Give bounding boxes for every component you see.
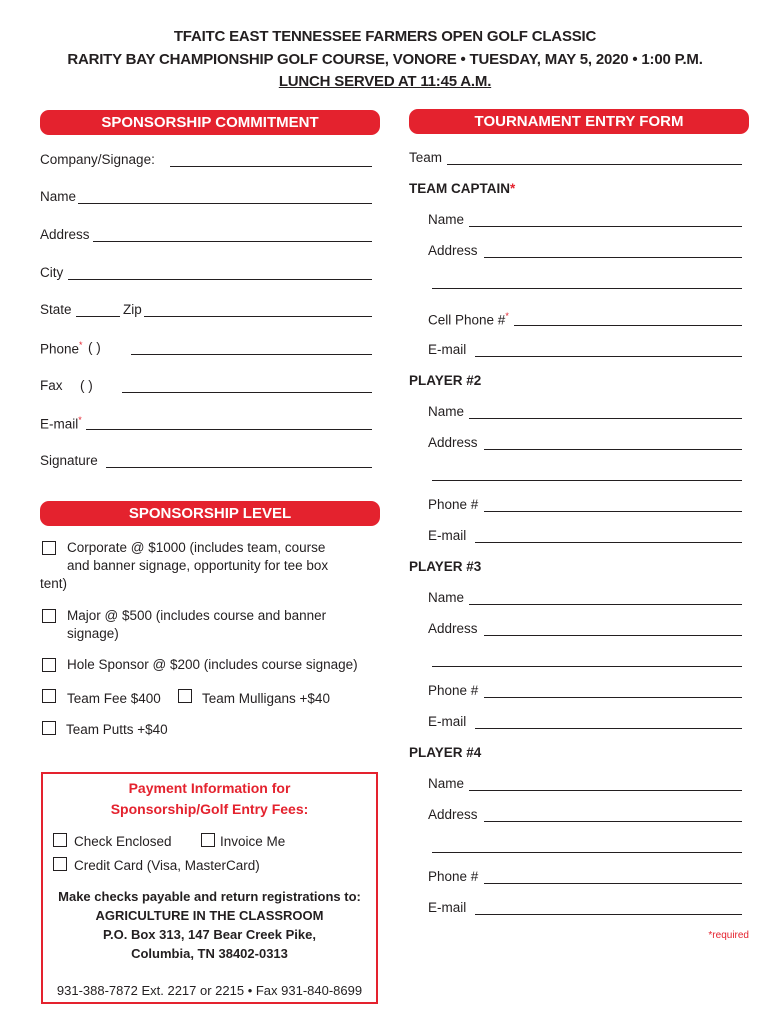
email-field[interactable] xyxy=(86,429,372,430)
team-label: Team xyxy=(409,150,443,165)
player-3-name-label: Name xyxy=(428,590,465,605)
captain-name-field[interactable] xyxy=(469,226,742,227)
captain-email-label: E-mail xyxy=(428,342,467,357)
address-field[interactable] xyxy=(93,241,372,242)
payable-line-2: AGRICULTURE IN THE CLASSROOM xyxy=(95,908,324,923)
team-mulligans-checkbox[interactable] xyxy=(178,689,192,703)
contact-line: 931-388-7872 Ext. 2217 or 2215 • Fax 931-840-8699 xyxy=(56,983,363,998)
captain-address-line-2[interactable] xyxy=(432,288,742,289)
cell-phone-text: Cell Phone # xyxy=(428,312,506,328)
team-field[interactable] xyxy=(447,164,742,165)
team-putts-checkbox[interactable] xyxy=(42,721,56,735)
state-label: State xyxy=(40,302,72,317)
company-label: Company/Signage: xyxy=(40,152,155,167)
player-4-phone-field[interactable] xyxy=(484,883,742,884)
credit-card-label: Credit Card (Visa, MasterCard) xyxy=(74,858,260,873)
credit-card-checkbox[interactable] xyxy=(53,857,67,871)
player-3-heading: PLAYER #3 xyxy=(409,559,482,574)
payment-title-1: Payment Information for xyxy=(128,780,291,796)
player-3-address-label: Address xyxy=(428,621,478,636)
team-fee-label: Team Fee $400 xyxy=(67,691,161,706)
fax-area-code[interactable]: ( ) xyxy=(80,378,93,393)
player-2-address-line-2[interactable] xyxy=(432,480,742,481)
tournament-entry-heading: TOURNAMENT ENTRY FORM xyxy=(409,109,749,134)
address-label: Address xyxy=(40,227,90,242)
player-2-name-field[interactable] xyxy=(469,418,742,419)
signature-label: Signature xyxy=(40,453,98,468)
city-label: City xyxy=(40,265,64,280)
player-2-email-field[interactable] xyxy=(475,542,742,543)
player-2-address-field[interactable] xyxy=(484,449,742,450)
player-4-phone-label: Phone # xyxy=(428,869,479,884)
name-label: Name xyxy=(40,189,77,204)
payable-line-1: Make checks payable and return registrations to: xyxy=(58,889,361,904)
player-2-heading: PLAYER #2 xyxy=(409,373,482,388)
corporate-label-2: and banner signage, opportunity for tee box xyxy=(67,558,329,573)
team-fee-checkbox[interactable] xyxy=(42,689,56,703)
captain-cell-field[interactable] xyxy=(514,325,742,326)
required-mark: * xyxy=(505,311,509,321)
email-label xyxy=(40,415,82,432)
fax-field[interactable] xyxy=(122,392,372,393)
player-4-email-label: E-mail xyxy=(428,900,467,915)
player-3-name-field[interactable] xyxy=(469,604,742,605)
player-3-email-field[interactable] xyxy=(475,728,742,729)
corporate-checkbox[interactable] xyxy=(42,541,56,555)
player-2-phone-label: Phone # xyxy=(428,497,479,512)
player-2-phone-field[interactable] xyxy=(484,511,742,512)
sponsorship-commitment-heading: SPONSORSHIP COMMITMENT xyxy=(40,110,380,135)
player-3-address-field[interactable] xyxy=(484,635,742,636)
required-note: *required xyxy=(708,930,749,941)
player-3-phone-field[interactable] xyxy=(484,697,742,698)
phone-label-text: Phone xyxy=(40,341,80,357)
payable-line-4: Columbia, TN 38402-0313 xyxy=(131,946,288,961)
email-label-text: E-mail xyxy=(40,416,79,432)
captain-name-label: Name xyxy=(428,212,465,227)
state-field[interactable] xyxy=(76,316,120,317)
phone-label xyxy=(40,340,83,357)
player-3-address-line-2[interactable] xyxy=(432,666,742,667)
check-enclosed-label: Check Enclosed xyxy=(74,834,172,849)
signature-field[interactable] xyxy=(106,467,372,468)
player-4-name-label: Name xyxy=(428,776,465,791)
team-mulligans-label: Team Mulligans +$40 xyxy=(202,691,330,706)
sponsorship-level-heading: SPONSORSHIP LEVEL xyxy=(40,501,380,526)
player-4-address-line-2[interactable] xyxy=(432,852,742,853)
fax-label: Fax xyxy=(40,378,63,393)
phone-area-code[interactable]: ( ) xyxy=(88,340,101,355)
header-line-1: TFAITC EAST TENNESSEE FARMERS OPEN GOLF CLASSIC xyxy=(173,28,597,45)
team-putts-label: Team Putts +$40 xyxy=(66,722,168,737)
required-mark: * xyxy=(79,340,83,350)
hole-sponsor-checkbox[interactable] xyxy=(42,658,56,672)
required-mark: * xyxy=(78,415,82,425)
player-4-heading: PLAYER #4 xyxy=(409,745,482,760)
required-mark: * xyxy=(510,181,516,196)
player-4-address-field[interactable] xyxy=(484,821,742,822)
player-2-address-label: Address xyxy=(428,435,478,450)
player-3-phone-label: Phone # xyxy=(428,683,479,698)
payment-title-2: Sponsorship/Golf Entry Fees: xyxy=(110,801,309,817)
team-captain-heading xyxy=(409,181,515,196)
hole-sponsor-label: Hole Sponsor @ $200 (includes course signage) xyxy=(67,657,358,672)
zip-field[interactable] xyxy=(144,316,372,317)
name-field[interactable] xyxy=(78,203,372,204)
corporate-label-1: Corporate @ $1000 (includes team, course xyxy=(67,540,326,555)
player-4-email-field[interactable] xyxy=(475,914,742,915)
major-label-2: signage) xyxy=(67,626,119,641)
phone-field[interactable] xyxy=(131,354,372,355)
player-2-email-label: E-mail xyxy=(428,528,467,543)
player-3-email-label: E-mail xyxy=(428,714,467,729)
captain-email-field[interactable] xyxy=(475,356,742,357)
team-captain-text: TEAM CAPTAIN xyxy=(409,181,510,196)
player-4-name-field[interactable] xyxy=(469,790,742,791)
header-line-3: LUNCH SERVED AT 11:45 A.M. xyxy=(278,73,492,90)
zip-label: Zip xyxy=(123,302,142,317)
city-field[interactable] xyxy=(68,279,372,280)
captain-cell-label xyxy=(428,311,509,328)
captain-address-label: Address xyxy=(428,243,478,258)
player-2-name-label: Name xyxy=(428,404,465,419)
company-field[interactable] xyxy=(170,166,372,167)
payable-line-3: P.O. Box 313, 147 Bear Creek Pike, xyxy=(103,927,316,942)
major-checkbox[interactable] xyxy=(42,609,56,623)
invoice-me-label: Invoice Me xyxy=(220,834,286,849)
check-enclosed-checkbox[interactable] xyxy=(53,833,67,847)
invoice-me-checkbox[interactable] xyxy=(201,833,215,847)
corporate-label-3: tent) xyxy=(40,576,68,591)
header-line-2: RARITY BAY CHAMPIONSHIP GOLF COURSE, VONORE • TUESDAY, MAY 5, 2020 • 1:00 P.M. xyxy=(67,51,703,68)
player-4-address-label: Address xyxy=(428,807,478,822)
major-label-1: Major @ $500 (includes course and banner xyxy=(67,608,327,623)
captain-address-field[interactable] xyxy=(484,257,742,258)
